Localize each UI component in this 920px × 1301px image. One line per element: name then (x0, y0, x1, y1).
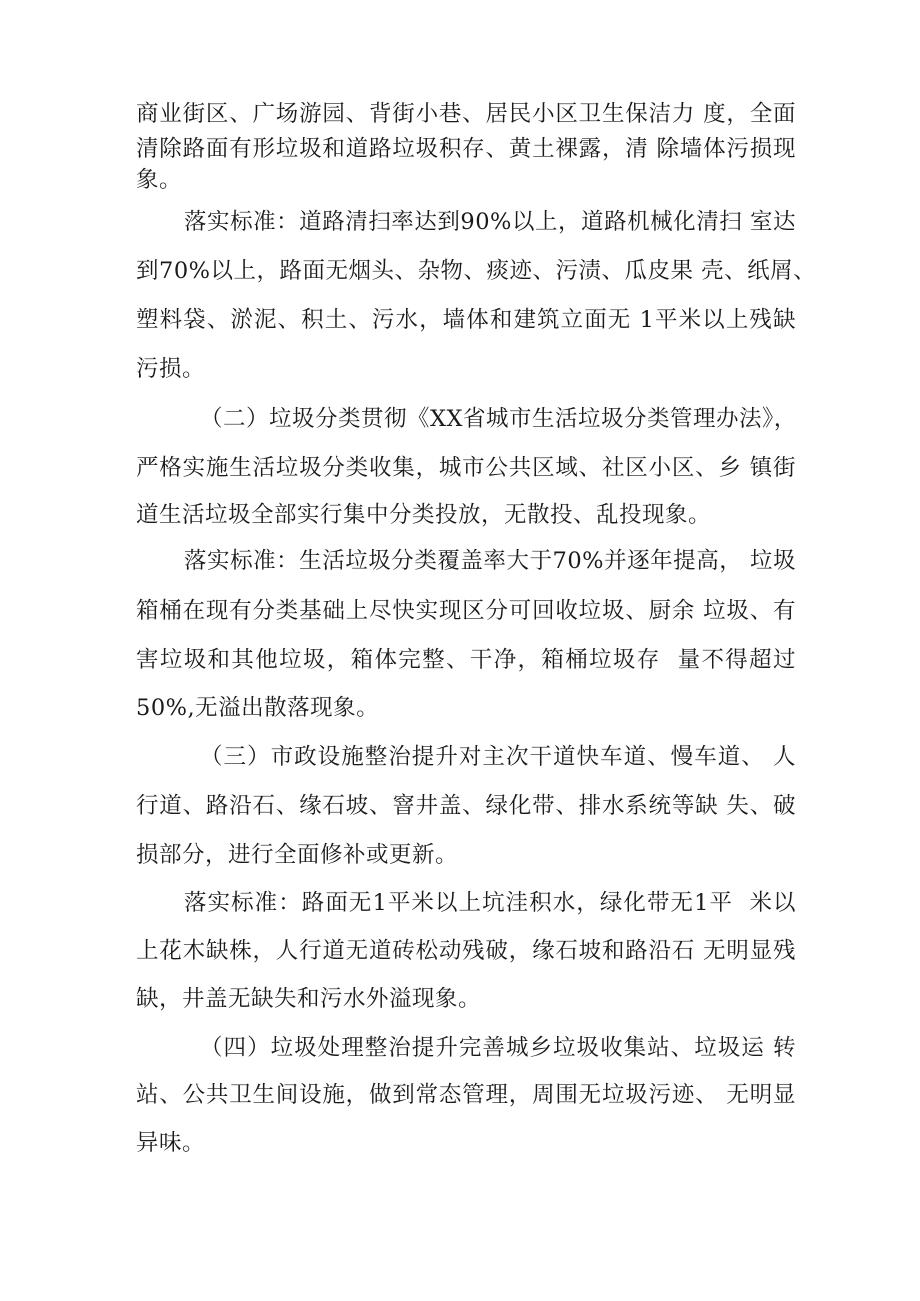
paragraph-line: 清除路面有形垃圾和道路垃圾积存、黄土裸露，清 除墙体污损现 (136, 136, 796, 162)
paragraph-line: 损部分，进行全面修补或更新。 (136, 842, 459, 868)
paragraph-line: 塑料袋、淤泥、积土、污水，墙体和建筑立面无 1平米以上残缺 (136, 307, 796, 333)
paragraph-line: 50%,无溢出散落现象。 (136, 695, 380, 721)
paragraph-line: 异味。 (136, 1130, 206, 1156)
paragraph-line: 害垃圾和其他垃圾，箱体完整、干净，箱桶垃圾存 量不得超过 (136, 647, 796, 673)
paragraph-line: 象。 (136, 167, 183, 193)
paragraph-line: 落实标准：路面无1平米以上坑洼积水，绿化带无1平 米以 (184, 890, 796, 916)
section-heading-line: （三）市政设施整治提升对主次干道快车道、慢车道、 人 (200, 744, 796, 770)
paragraph-line: 上花木缺株，人行道无道砖松动残破，缘石坡和路沿石 无明显残 (136, 938, 796, 964)
section-heading-line: （二）垃圾分类贯彻《XX省城市生活垃圾分类管理办法》， (200, 406, 797, 432)
paragraph-line: 落实标准：道路清扫率达到90%以上，道路机械化清扫 室达 (184, 209, 796, 235)
paragraph-line: 缺，井盖无缺失和污水外溢现象。 (136, 986, 482, 1012)
paragraph-line: 落实标准：生活垃圾分类覆盖率大于70%并逐年提高， 垃圾 (184, 548, 796, 574)
paragraph-line: 到70%以上，路面无烟头、杂物、痰迹、污渍、瓜皮果 壳、纸屑、 (136, 258, 817, 284)
paragraph-line: 站、公共卫生间设施，做到常态管理，周围无垃圾污迹、 无明显 (136, 1082, 796, 1108)
paragraph-line: 严格实施生活垃圾分类收集，城市公共区域、社区小区、乡 镇街 (136, 455, 796, 481)
paragraph-line: 商业街区、广场游园、背街小巷、居民小区卫生保洁力 度，全面 (136, 101, 796, 127)
paragraph-line: 道生活垃圾全部实行集中分类投放，无散投、乱投现象。 (136, 502, 712, 528)
section-heading-line: （四）垃圾处理整治提升完善城乡垃圾收集站、垃圾运 转 (200, 1035, 796, 1061)
paragraph-line: 行道、路沿石、缘石坡、窨井盖、绿化带、排水系统等缺 失、破 (136, 793, 796, 819)
paragraph-line: 污损。 (136, 356, 206, 382)
paragraph-line: 箱桶在现有分类基础上尽快实现区分可回收垃圾、厨余 垃圾、有 (136, 598, 796, 624)
